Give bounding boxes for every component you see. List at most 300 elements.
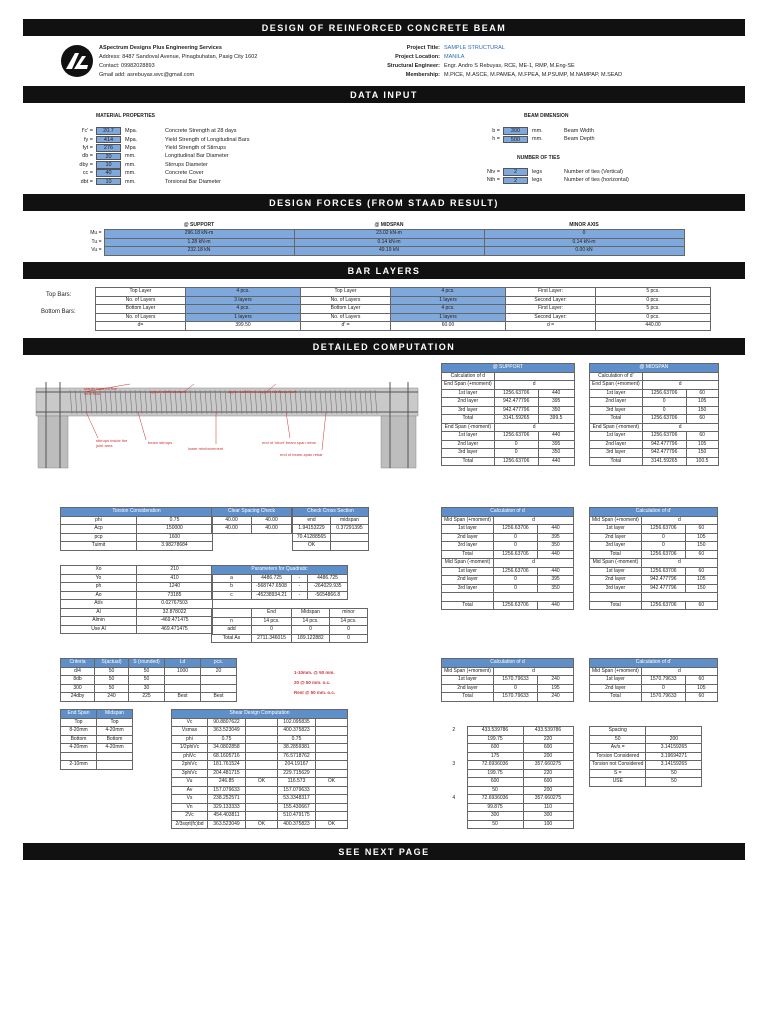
midspan-d-table: [589, 363, 719, 466]
table-cell: 1570.79633: [641, 676, 685, 685]
force-value-input[interactable]: 49.19 kN: [294, 247, 484, 256]
table-row: [590, 769, 702, 778]
table-row: [442, 676, 574, 685]
table-cell: 350: [538, 449, 574, 458]
bar-layer-label: 5 pcs.: [596, 305, 711, 314]
table-cell: 105: [685, 576, 717, 585]
table-row: [441, 803, 573, 812]
table-cell: d: [494, 667, 574, 676]
table-cell: 150: [686, 406, 718, 415]
table-cell: Bottom: [97, 735, 133, 744]
table-cell: 1st layer: [442, 676, 494, 685]
param-symbol: b =: [492, 128, 500, 135]
table-row: [590, 533, 718, 542]
param-value-input[interactable]: 20.7: [96, 127, 121, 135]
table-row: [442, 601, 574, 610]
column-heading: S (rounded): [129, 659, 165, 668]
table-row: [212, 609, 368, 618]
param-unit: mm.: [125, 178, 136, 185]
spacing-note: 20 @ 50 mm. o.c.: [294, 680, 331, 685]
table-row: [442, 372, 575, 381]
table-cell: 0: [494, 684, 538, 693]
force-value-input[interactable]: 0.00 kN: [484, 247, 684, 256]
table-row: [442, 542, 574, 551]
table-cell: 110: [523, 803, 573, 812]
param-description: Number of ties (horizontal): [564, 177, 629, 184]
table-row: [590, 432, 719, 441]
table-cell: 395: [538, 398, 574, 407]
midspan-calc-dp-table: [589, 507, 718, 610]
table-row: [442, 457, 575, 466]
table-cell: [441, 786, 467, 795]
table-cell: [246, 812, 278, 821]
force-value-input[interactable]: 0: [484, 230, 684, 239]
table-cell: 2nd layer: [590, 398, 643, 407]
table-cell: 2nd layer: [442, 576, 494, 585]
table-row: [442, 593, 574, 602]
table-cell: [316, 761, 348, 770]
table-cell: 395: [538, 440, 574, 449]
table-cell: 0: [252, 626, 292, 635]
force-value-input[interactable]: 1.28 kN-m: [104, 238, 294, 247]
table-cell: 600: [523, 778, 573, 787]
top-bars-label: Top Bars:: [46, 292, 72, 298]
table-cell: Av/s =: [590, 744, 646, 753]
table-cell: 150000: [137, 525, 213, 534]
table-row: [293, 533, 369, 542]
table-cell: Total: [442, 601, 494, 610]
force-value-input[interactable]: 232.18 kN: [104, 247, 294, 256]
table-row: [590, 567, 718, 576]
section-data-input: [23, 86, 745, 103]
column-heading: S(actual): [95, 659, 129, 668]
param-description: Longitudinal Bar Diameter: [165, 153, 229, 160]
table-cell: [246, 752, 278, 761]
table-cell: 3rd layer: [442, 449, 495, 458]
ties-heading: NUMBER OF TIES: [517, 155, 560, 161]
table-cell: 8db: [61, 676, 95, 685]
membership-value: M.PICE, M.ASCE, M.PAMEA, M.FPEA, M.PSUMP, M.NAMPAP, M.SEAD: [444, 72, 623, 78]
param-unit: legs: [532, 169, 543, 176]
input-row: [470, 168, 629, 176]
table-cell: OK: [246, 820, 278, 829]
ties-list: [470, 168, 629, 185]
force-label: Mu =: [90, 230, 102, 237]
table-cell: Ao: [61, 591, 137, 600]
table-cell: 1256.63706: [641, 601, 685, 610]
table-row: [590, 761, 702, 770]
table-row: [212, 626, 368, 635]
param-symbol: dby =: [79, 161, 93, 168]
table-cell: 3141.59265: [642, 457, 686, 466]
table-cell: 34.0802858: [208, 744, 246, 753]
param-value-input[interactable]: 20: [96, 153, 121, 161]
table-cell: [316, 786, 348, 795]
table-cell: 50: [95, 684, 129, 693]
depth-value: 440.00: [596, 322, 711, 331]
table-cell: add: [212, 626, 252, 635]
section-detailed: [23, 338, 745, 355]
param-value-input[interactable]: 414: [96, 136, 121, 144]
table-cell: 100: [523, 820, 573, 829]
table-cell: 14 pcs.: [330, 617, 368, 626]
spacing-notes: [294, 668, 335, 698]
depth-value: 399.50: [186, 322, 301, 331]
param-value-input[interactable]: 10: [96, 178, 121, 186]
bar-count-input[interactable]: 1 layers: [391, 296, 506, 305]
table-head-row: [61, 710, 133, 719]
table-cell: 225: [129, 693, 165, 702]
diagram-label-upper: upper reinforcement: [150, 389, 186, 394]
table-cell: 157.079633: [278, 786, 316, 795]
company-email: Gmail add: asrebuyas.wvc@gmail.com: [99, 72, 195, 78]
table-cell: 50: [590, 735, 646, 744]
table-cell: Total: [590, 457, 643, 466]
table-row: [61, 525, 213, 534]
table-cell: 1st layer: [442, 389, 495, 398]
bar-layer-row: [96, 296, 711, 305]
table-cell: 399.5: [538, 415, 574, 424]
force-value-input[interactable]: 23.02 kN-m: [294, 230, 484, 239]
midspan-calc3-table: [441, 658, 574, 702]
table-row: [61, 761, 133, 770]
table-cell: 300: [61, 684, 95, 693]
table-row: [172, 786, 348, 795]
section-label: BAR LAYERS: [347, 265, 421, 276]
table-row: [442, 398, 575, 407]
table-cell: 1st layer: [590, 432, 643, 441]
bar-layer-row: [96, 305, 711, 314]
param-description: Torsional Bar Diameter: [165, 178, 221, 185]
table-cell: 2nd layer: [590, 684, 642, 693]
table-cell: 199.75: [467, 735, 523, 744]
table-cell: [246, 744, 278, 753]
table-cell: Total: [442, 693, 494, 702]
column-heading: Ld: [165, 659, 201, 668]
table-cell: 0: [292, 626, 330, 635]
table-cell: At/s: [61, 600, 137, 609]
table-heading: @ MIDSPAN: [590, 364, 719, 373]
param-unit: Mpa: [125, 144, 136, 151]
table-row: [61, 600, 213, 609]
table-cell: 1600: [137, 533, 213, 542]
bar-count-input[interactable]: 4 pcs.: [186, 305, 301, 314]
table-cell: 0.75: [137, 516, 213, 525]
table-cell: 1570.79633: [641, 693, 685, 702]
bar-count-input[interactable]: 3 layers: [186, 296, 301, 305]
bar-layer-label: Second Layer:: [506, 313, 596, 322]
table-cell: 2nd layer: [590, 533, 642, 542]
table-cell: -: [292, 574, 308, 583]
table-row: [61, 684, 237, 693]
param-value-input[interactable]: 2: [503, 168, 528, 176]
table-row: [590, 676, 718, 685]
table-row: [172, 812, 348, 821]
table-cell: [316, 735, 348, 744]
table-cell: 3.98278684: [137, 542, 213, 551]
table-cell: 1570.79633: [494, 693, 538, 702]
table-row: [590, 372, 719, 381]
table-row: [61, 542, 213, 551]
table-cell: 2nd layer: [442, 440, 495, 449]
table-cell: Yo: [61, 574, 137, 583]
param-value-input[interactable]: 2: [503, 177, 528, 185]
param-value-input[interactable]: 10: [96, 161, 121, 169]
diagram-label-starter: starter bars for the next floor: [84, 386, 117, 396]
param-symbol: f'c' =: [81, 128, 93, 135]
table-cell: 60: [686, 415, 718, 424]
table-row: [212, 574, 348, 583]
bar-count-input[interactable]: 4 pcs.: [391, 305, 506, 314]
table-cell: 100.5: [686, 457, 718, 466]
table-heading: Calculation of d: [442, 659, 574, 668]
table-cell: 1256.63706: [641, 550, 685, 559]
section-see-next-page: [23, 843, 745, 860]
bar-count-input[interactable]: 4 pcs.: [391, 288, 506, 297]
param-value-input[interactable]: 300: [503, 127, 528, 135]
table-row: [442, 406, 575, 415]
table-cell: 0: [494, 576, 538, 585]
table-row: [61, 676, 237, 685]
table-row: [61, 727, 133, 736]
table-cell: 50: [95, 667, 129, 676]
table-cell: 105: [685, 533, 717, 542]
cross-section-table: [292, 507, 369, 551]
table-cell: 20: [201, 667, 237, 676]
table-cell: OK: [293, 542, 331, 551]
table-cell: 14 pcs.: [292, 617, 330, 626]
table-cell: Al: [61, 608, 137, 617]
table-cell: 40.00: [212, 516, 252, 525]
table-cell: 942.477796: [642, 440, 686, 449]
table-cell: 175: [467, 752, 523, 761]
table-cell: -469.471475: [137, 617, 213, 626]
table-cell: 454.403811: [208, 812, 246, 821]
table-head-row: [442, 364, 575, 373]
table-cell: 350: [538, 406, 574, 415]
force-value-input[interactable]: 0.14 kN-m: [484, 238, 684, 247]
table-cell: 3rd layer: [590, 542, 642, 551]
table-row: [442, 550, 574, 559]
table-cell: 942.477796: [642, 449, 686, 458]
table-row: [441, 761, 573, 770]
table-head-row: [590, 659, 718, 668]
table-cell: [316, 718, 348, 727]
table-cell: 0: [494, 449, 538, 458]
table-cell: 600: [467, 744, 523, 753]
bar-count-input[interactable]: 1 layers: [391, 313, 506, 322]
table-row: [442, 684, 574, 693]
table-cell: 4-20mm: [97, 744, 133, 753]
table-cell: [641, 593, 717, 602]
table-cell: [441, 803, 467, 812]
table-cell: 53.3348317: [278, 795, 316, 804]
table-row: [590, 559, 718, 568]
table-cell: 600: [467, 778, 523, 787]
table-cell: -264029.935: [308, 583, 348, 592]
table-cell: 1256.63706: [494, 389, 538, 398]
bar-count-input[interactable]: 4 pcs.: [186, 288, 301, 297]
input-row: [60, 144, 250, 152]
table-row: [442, 567, 574, 576]
table-cell: Vsmax: [172, 727, 208, 736]
project-location-label: Project Location:: [395, 54, 440, 60]
table-cell: 440: [538, 601, 574, 610]
table-cell: 195: [538, 684, 574, 693]
diagram-label-lower: lower reinforcement: [188, 446, 224, 451]
table-cell: 1256.63706: [641, 525, 685, 534]
table-cell: Mid Span (+moment): [442, 516, 494, 525]
table-cell: 50: [646, 778, 702, 787]
table-cell: 68.1605716: [208, 752, 246, 761]
table-cell: 50: [467, 786, 523, 795]
material-heading: MATERIAL PROPERTIES: [96, 113, 155, 119]
table-row: [61, 625, 213, 634]
table-cell: Mid Span (+moment): [442, 667, 494, 676]
forces-heading: @ SUPPORT: [183, 221, 215, 228]
table-cell: [246, 718, 278, 727]
table-cell: 2nd layer: [442, 398, 495, 407]
depth-label: d' =: [301, 322, 391, 331]
table-cell: -: [292, 583, 308, 592]
table-cell: 76.5718762: [278, 752, 316, 761]
table-cell: 246.85: [208, 778, 246, 787]
main-title-bar: [23, 19, 745, 36]
support-d-table: [441, 363, 575, 466]
table-cell: Mid Span (-moment): [590, 559, 642, 568]
beam-dim-heading: BEAM DIMENSION: [524, 113, 569, 119]
endmid-table: [211, 608, 368, 643]
table-cell: 50: [646, 769, 702, 778]
table-heading: Shear Design Computation: [172, 710, 348, 719]
table-cell: d: [494, 559, 574, 568]
table-cell: 1.94153229: [293, 525, 331, 534]
table-cell: d: [494, 516, 574, 525]
table-head-row: [590, 364, 719, 373]
section-label: DETAILED COMPUTATION: [312, 341, 456, 352]
forces-row: [78, 247, 684, 256]
table-cell: 1256.63706: [641, 567, 685, 576]
param-description: Yield Strength of Stirrups: [165, 144, 226, 151]
table-cell: [212, 609, 252, 618]
table-cell: Bottom: [61, 735, 97, 744]
param-unit: Mpa.: [125, 128, 138, 135]
table-row: [442, 389, 575, 398]
table-row: [590, 415, 719, 424]
bar-count-input[interactable]: 1 layers: [186, 313, 301, 322]
table-cell: d: [642, 381, 718, 390]
table-heading: Check Cross Section: [293, 508, 369, 517]
table-row: [212, 525, 292, 534]
table-cell: [494, 372, 574, 381]
table-cell: 3.14159265: [646, 744, 702, 753]
diagram-label-upper-additional: upper additional support reinforcement: [228, 389, 297, 394]
criteria-table: [60, 658, 237, 702]
diagram-label-end: end of beam-span rebar: [280, 452, 323, 457]
table-cell: End Span (+moment): [590, 381, 643, 390]
table-cell: phiVc: [172, 752, 208, 761]
table-cell: 60: [686, 432, 718, 441]
spacing-table: [441, 726, 574, 829]
table-cell: Vs: [172, 795, 208, 804]
table-cell: Mid Span (+moment): [590, 516, 642, 525]
table-cell: 72.6936036: [467, 795, 523, 804]
table-cell: 1000: [165, 667, 201, 676]
table-row: [590, 693, 718, 702]
table-cell: [316, 795, 348, 804]
param-value-input[interactable]: 500: [503, 136, 528, 144]
table-row: [293, 542, 369, 551]
table-row: [590, 449, 719, 458]
force-value-input[interactable]: 0.14 kN-m: [294, 238, 484, 247]
table-row: [590, 440, 719, 449]
table-cell: Total: [442, 550, 494, 559]
torsion-table: [60, 507, 213, 551]
table-cell: 433.539786: [523, 727, 573, 736]
table-row: [61, 693, 237, 702]
table-cell: -568747.6508: [252, 583, 292, 592]
table-cell: 2nd layer: [442, 684, 494, 693]
table-cell: 440: [538, 432, 574, 441]
depth-label: d =: [506, 322, 596, 331]
bar-layer-label: 5 pcs.: [596, 288, 711, 297]
param-value-input[interactable]: 276: [96, 144, 121, 152]
param-description: Beam Width: [564, 128, 594, 135]
table-cell: 1570.79633: [494, 676, 538, 685]
table-cell: 300: [467, 812, 523, 821]
table-row: [212, 617, 368, 626]
section-props-table: [60, 565, 213, 634]
bar-layer-label: 0 pcs.: [596, 313, 711, 322]
table-cell: 2nd layer: [590, 576, 642, 585]
table-row: [441, 769, 573, 778]
table-cell: 32.878022: [137, 608, 213, 617]
table-cell: 181.761524: [208, 761, 246, 770]
table-cell: 942.477796: [641, 576, 685, 585]
param-value-input[interactable]: 40: [96, 169, 121, 177]
table-cell: 3rd layer: [590, 449, 643, 458]
forces-row: [78, 230, 684, 239]
table-cell: 40.00: [252, 516, 292, 525]
table-cell: Spacing: [590, 727, 646, 736]
table-cell: 350: [538, 584, 574, 593]
main-title: DESIGN OF REINFORCED CONCRETE BEAM: [261, 22, 507, 33]
table-cell: 0.37291395: [331, 525, 369, 534]
table-row: [61, 591, 213, 600]
param-symbol: h =: [492, 136, 500, 143]
table-cell: 199.75: [467, 769, 523, 778]
table-cell: 363.523049: [208, 820, 246, 829]
table-cell: 73185: [137, 591, 213, 600]
table-cell: 440: [538, 457, 574, 466]
table-row: [61, 617, 213, 626]
forces-heading: MINOR AXIS: [569, 221, 599, 228]
table-cell: End Span (-moment): [442, 423, 495, 432]
table-cell: 1256.63706: [494, 525, 538, 534]
table-cell: [201, 676, 237, 685]
table-cell: 1256.63706: [494, 457, 538, 466]
table-cell: 0: [641, 684, 685, 693]
bar-layer-label: First Layer:: [506, 288, 596, 297]
table-cell: minor: [330, 609, 368, 618]
bar-layer-label: No. of Layers: [96, 313, 186, 322]
force-value-input[interactable]: 296.18 kN-m: [104, 230, 294, 239]
table-cell: 3phiVc: [172, 769, 208, 778]
table-row: [441, 795, 573, 804]
stirrup-table: [60, 709, 133, 770]
input-row: [470, 176, 629, 184]
table-cell: Tuimit: [61, 542, 137, 551]
